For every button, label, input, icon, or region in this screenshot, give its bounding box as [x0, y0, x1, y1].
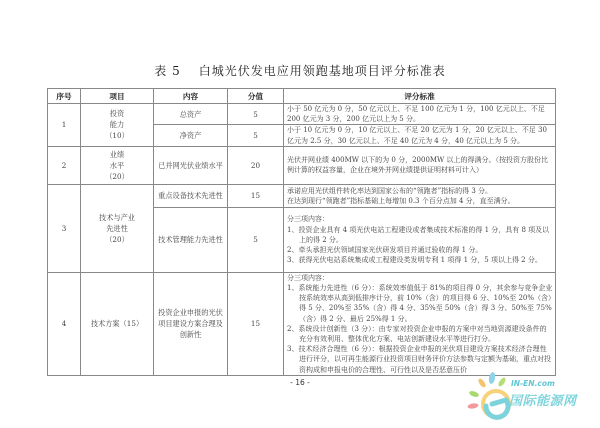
score-cell: 20 — [228, 146, 284, 184]
criteria-cell: 分三项内容： 1、系统能力先进性（6 分）：系统效率值低于 81%的项目得 0 分，其余参与竞争企业按系统效率从高到低排序计分，前 10%（含）的项目得 6 分、10%至 20%（含）得 5 分、20%至 35%（含）得 4 分、35%至 50%（含）得 3 分、50%至 75%（含）得 2 分、最后 25%得 1 分。 2、系统设计创新性（3 分）：由专家对投资企业申报的方案中对当地资源建设条件的充分有效利用、整体优化方案、电站创新建设水平等进行打分。 3、技术经济合理性（6 分）：根据投资企业申报的光伏项目建设方案技术经济合理性进行评分，以可再生能源行业投资项目财务评价方法参数与定额为基础，重点对投资构成和申报电价的合理性、可行性以及是否恶意压价 — [284, 272, 556, 375]
item-cell: 业绩 水平 （20） — [81, 146, 154, 184]
criteria-cell: 小于 50 亿元为 0 分，50 亿元以上、不足 100 亿元为 1 分，100 亿元以上、不足 200 亿元为 3 分，200 亿元以上为 5 分。 — [284, 104, 556, 125]
criteria-cell: 光伏并网业绩 400MW 以下的为 0 分，2000MW 以上的得满分。（按投资方股份比例计算的权益容量，企业在境外并网业绩提供证明材料可计入） — [284, 146, 556, 184]
watermark-cn: 国际能源网 — [509, 394, 577, 409]
item-cell: 投资 能力 （10） — [81, 104, 154, 147]
seq-cell: 3 — [48, 184, 81, 272]
seq-cell: 1 — [48, 104, 81, 147]
content-cell: 已并网光伏业绩水平 — [154, 146, 228, 184]
table-row — [48, 146, 556, 184]
watermark-logo — [462, 370, 600, 424]
seq-cell: 4 — [48, 272, 81, 375]
seq-cell: 2 — [48, 146, 81, 184]
score-cell: 15 — [228, 184, 284, 207]
header-row — [48, 89, 556, 104]
score-cell: 5 — [228, 125, 284, 146]
table-title — [0, 62, 600, 79]
header-score: 分值 — [228, 89, 284, 104]
content-cell: 总资产 — [154, 104, 228, 125]
criteria-cell: 分三项内容： 1、投资企业具有 4 项光伏电站工程建设或者集成技术标准的得 1 分，具有 8 项及以上的得 2 分。 2、牵头承担光伏领域国家光伏研发项目并通过验收的得 1 分。 3、获得光伏电站系统集成或工程建设类发明专利 1 项得 1 分，5 项以上得 2 分。 — [284, 207, 556, 272]
score-cell: 5 — [228, 207, 284, 272]
sun-logo-icon — [462, 370, 512, 424]
header-seq: 序号 — [48, 89, 81, 104]
scoring-table — [47, 88, 556, 376]
table-row — [48, 272, 556, 375]
criteria-cell: 小于 10 亿元为 0 分，10 亿元以上、不足 20 亿元为 1 分，20 亿元以上、不足 30 亿元为 2.5 分，30 亿元以上、不足 40 亿元为 4 分，40 亿元以上为 5 分。 — [284, 125, 556, 146]
table-title-text: 白城光伏发电应用领跑基地项目评分标准表 — [198, 64, 446, 78]
header-content: 内容 — [154, 89, 228, 104]
header-criteria: 评分标准 — [284, 89, 556, 104]
criteria-cell: 承诺应用光伏组件转化率达到国家公布的“领跑者”指标的得 3 分。 在达到现行“领跑者”指标基础上每增加 0.3 个百分点加 4 分，直至满分。 — [284, 184, 556, 207]
table-row — [48, 184, 556, 207]
watermark-en: IN-EN.com — [511, 379, 555, 388]
page-number: - 16 - — [290, 378, 310, 387]
item-cell: 技术与产业 先进性 （20） — [81, 184, 154, 272]
table-row — [48, 104, 556, 125]
table-number: 表 5 — [154, 64, 181, 78]
content-cell: 净资产 — [154, 125, 228, 146]
score-cell: 5 — [228, 104, 284, 125]
content-cell: 技术管理能力先进性 — [154, 207, 228, 272]
score-cell: 15 — [228, 272, 284, 375]
header-item: 项目 — [81, 89, 154, 104]
content-cell: 投资企业申报的光伏项目建设方案合理及创新性 — [154, 272, 228, 375]
item-cell: 技术方案（15） — [81, 272, 154, 375]
content-cell: 重点设备技术先进性 — [154, 184, 228, 207]
